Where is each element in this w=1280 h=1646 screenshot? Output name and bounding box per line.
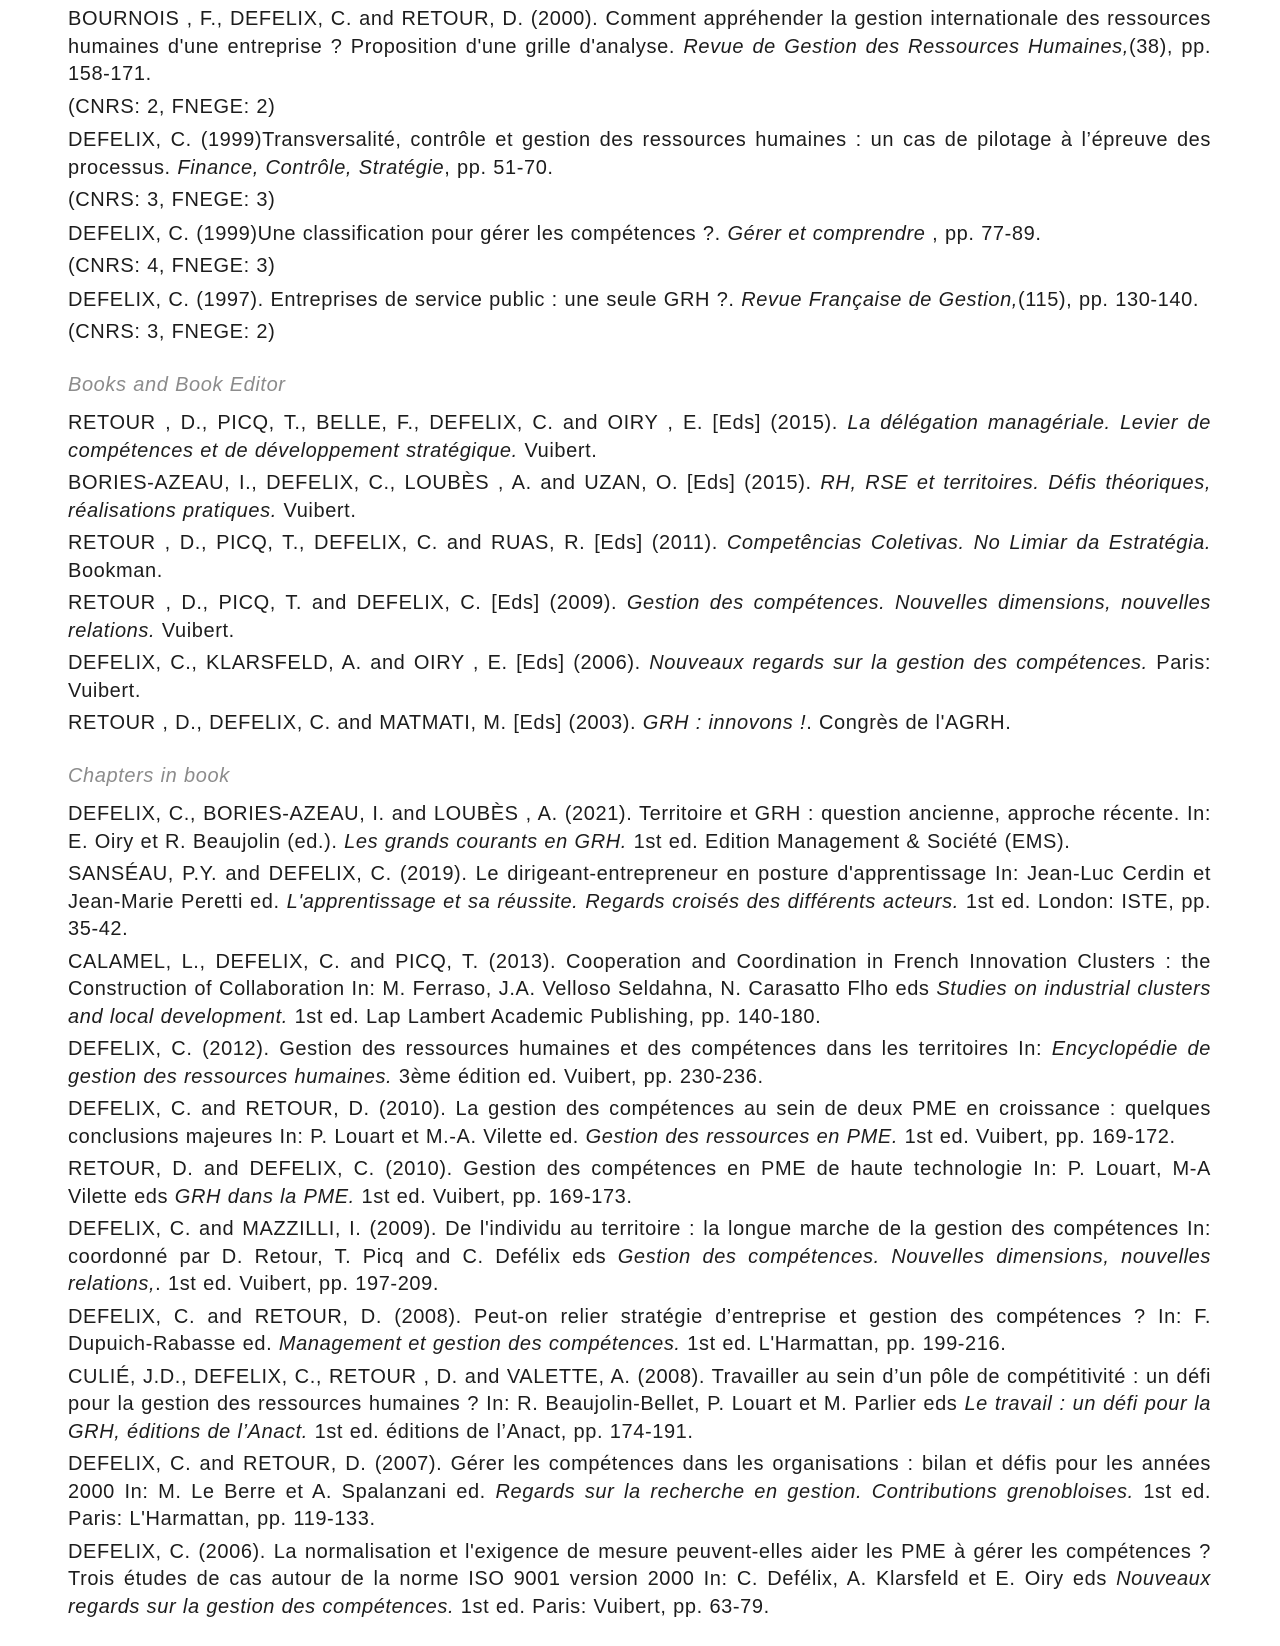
citation-paragraph bbox=[68, 6, 1211, 89]
citation-paragraph bbox=[68, 221, 1211, 249]
regular-text: RETOUR , D., PICQ, T. and DEFELIX, C. [Eds] (2009). bbox=[68, 592, 627, 614]
italic-text: La délégation managériale. Levier de compétences et de développement stratégique. bbox=[68, 412, 1211, 462]
regular-text: Vuibert. bbox=[155, 619, 235, 642]
italic-text: Regards sur la recherche en gestion. Contributions grenobloises. bbox=[495, 1480, 1134, 1503]
citation-paragraph bbox=[68, 1216, 1211, 1299]
regular-text: DEFELIX, C. (2012). Gestion des ressources humaines et des compétences dans les territoires In: bbox=[68, 1038, 1052, 1060]
rating-note bbox=[68, 319, 1211, 347]
regular-text: DEFELIX, C. and RETOUR, D. (2007). Gérer les compétences dans les organisations : bilan et défis pour les années 2000 In: M. Le Berre et A. Spalanzani ed. bbox=[68, 1453, 1211, 1503]
citation-paragraph bbox=[68, 127, 1211, 182]
section-heading bbox=[68, 372, 1211, 400]
italic-text: Management et gestion des compétences. bbox=[278, 1333, 681, 1355]
citation-paragraph bbox=[68, 861, 1211, 944]
citation-paragraph bbox=[68, 1036, 1211, 1091]
citation-paragraph bbox=[68, 801, 1211, 856]
regular-text: Books and Book Editor bbox=[68, 373, 286, 396]
italic-text: Les grands courants en GRH. bbox=[344, 830, 627, 853]
regular-text: (CNRS: 4, FNEGE: 3) bbox=[68, 255, 276, 277]
citation-paragraph bbox=[68, 949, 1211, 1032]
regular-text: 1st ed. L'Harmattan, pp. 199-216. bbox=[680, 1333, 1007, 1355]
regular-text: DEFELIX, C. (1999)Transversalité, contrôle et gestion des ressources humaines : un cas de pilotage à l’épreuve des processus. bbox=[68, 129, 1211, 179]
italic-text: Studies on industrial clusters and local development. bbox=[68, 978, 1211, 1028]
section-heading bbox=[68, 763, 1211, 791]
regular-text: 1st ed. Paris: Vuibert, pp. 63-79. bbox=[454, 1595, 770, 1618]
italic-text: Revue de Gestion des Ressources Humaines, bbox=[683, 35, 1129, 58]
citation-paragraph bbox=[68, 1096, 1211, 1151]
citation-paragraph bbox=[68, 590, 1211, 645]
citation-paragraph bbox=[68, 287, 1211, 315]
regular-text: Bookman. bbox=[68, 559, 163, 582]
regular-text: 1st ed. Vuibert, pp. 169-172. bbox=[897, 1125, 1176, 1148]
regular-text: RETOUR , D., PICQ, T., BELLE, F., DEFELIX, C. and OIRY , E. [Eds] (2015). bbox=[68, 412, 848, 434]
regular-text: (115), pp. 130-140. bbox=[1017, 288, 1200, 311]
italic-text: Nouveaux regards sur la gestion des compétences. bbox=[68, 1568, 1211, 1618]
regular-text: 1st ed. Vuibert, pp. 169-173. bbox=[354, 1185, 633, 1208]
regular-text: DEFELIX, C. (1997). Entreprises de service public : une seule GRH ?. bbox=[68, 288, 742, 311]
citation-paragraph bbox=[68, 1156, 1211, 1211]
regular-text: Paris: Vuibert. bbox=[68, 652, 1211, 702]
regular-text: DEFELIX, C. and RETOUR, D. (2008). Peut-on relier stratégie d’entreprise et gestion des compétences ? In: F. Dupuich-Rabasse ed. bbox=[68, 1305, 1211, 1355]
regular-text: DEFELIX, C. (2006). La normalisation et l'exigence de mesure peuvent-elles aider les PME à gérer les compétences ? Trois études de cas autour de la norme ISO 9001 version 2000 In: C. Defélix, A. Klarsfeld et E. Oiry eds bbox=[68, 1540, 1211, 1590]
italic-text: Nouveaux regards sur la gestion des compétences. bbox=[649, 652, 1148, 674]
regular-text: RETOUR , D., PICQ, T., DEFELIX, C. and RUAS, R. [Eds] (2011). bbox=[68, 532, 727, 554]
regular-text: CULIÉ, J.D., DEFELIX, C., RETOUR , D. and VALETTE, A. (2008). Travailler au sein d’un pôle de compétitivité : un défi pour la gestion des ressources humaines ? In: R. Beaujolin-Bellet, P. Louart et M. Parlier eds bbox=[68, 1365, 1211, 1415]
regular-text: (CNRS: 2, FNEGE: 2) bbox=[68, 95, 276, 118]
regular-text: 1st ed. Lap Lambert Academic Publishing, pp. 140-180. bbox=[287, 1005, 822, 1028]
regular-text: (CNRS: 3, FNEGE: 2) bbox=[68, 321, 276, 343]
citation-paragraph bbox=[68, 1364, 1211, 1447]
regular-text: SANSÉAU, P.Y. and DEFELIX, C. (2019). Le dirigeant-entrepreneur en posture d'apprentissage In: Jean-Luc Cerdin et Jean-Marie Peretti ed. bbox=[68, 863, 1211, 913]
regular-text: (CNRS: 3, FNEGE: 3) bbox=[68, 189, 276, 211]
regular-text: , pp. 77-89. bbox=[925, 222, 1042, 245]
italic-text: Gestion des compétences. Nouvelles dimensions, nouvelles relations, bbox=[68, 1245, 1211, 1295]
regular-text: 3ème édition ed. Vuibert, pp. 230-236. bbox=[392, 1065, 764, 1088]
italic-text: Le travail : un défi pour la GRH, éditions de l’Anact. bbox=[68, 1393, 1211, 1443]
rating-note bbox=[68, 94, 1211, 122]
citation-paragraph bbox=[68, 470, 1211, 525]
regular-text: Vuibert. bbox=[517, 439, 598, 462]
regular-text: RETOUR , D., DEFELIX, C. and MATMATI, M. [Eds] (2003). bbox=[68, 712, 643, 734]
rating-note bbox=[68, 253, 1211, 281]
regular-text: . Congrès de l'AGRH. bbox=[806, 712, 1012, 734]
regular-text: DEFELIX, C., BORIES-AZEAU, I. and LOUBÈS , A. (2021). Territoire et GRH : question ancienne, approche récente. In: E. Oiry et R. Beaujolin (ed.). bbox=[68, 803, 1211, 853]
italic-text: GRH : innovons ! bbox=[642, 712, 807, 734]
citation-paragraph bbox=[68, 1539, 1211, 1622]
regular-text: 1st ed. Edition Management & Société (EMS). bbox=[626, 830, 1071, 853]
italic-text: Finance, Contrôle, Stratégie bbox=[177, 156, 445, 179]
italic-text: Gestion des compétences. Nouvelles dimensions, nouvelles relations. bbox=[68, 592, 1211, 642]
citation-paragraph bbox=[68, 530, 1211, 585]
italic-text: Revue Française de Gestion, bbox=[741, 288, 1018, 311]
citation-paragraph bbox=[68, 410, 1211, 465]
regular-text: 1st ed. éditions de l’Anact, pp. 174-191. bbox=[307, 1420, 694, 1443]
italic-text: Encyclopédie de gestion des ressources humaines. bbox=[68, 1038, 1211, 1088]
regular-text: DEFELIX, C. and MAZZILLI, I. (2009). De l'individu au territoire : la longue marche de la gestion des compétences In: coordonné par D. Retour, T. Picq and C. Defélix eds bbox=[68, 1218, 1211, 1268]
regular-text: (38), pp. 158-171. bbox=[68, 35, 1212, 85]
italic-text: Gérer et comprendre bbox=[727, 222, 926, 245]
regular-text: Vuibert. bbox=[276, 499, 357, 522]
citation-paragraph bbox=[68, 1451, 1211, 1534]
rating-note bbox=[68, 187, 1211, 215]
regular-text: DEFELIX, C., KLARSFELD, A. and OIRY , E. [Eds] (2006). bbox=[68, 652, 650, 674]
citation-paragraph bbox=[68, 710, 1211, 738]
regular-text: Chapters in book bbox=[68, 764, 230, 787]
italic-text: RH, RSE et territoires. Défis théoriques, réalisations pratiques. bbox=[68, 472, 1211, 522]
regular-text: . 1st ed. Vuibert, pp. 197-209. bbox=[155, 1273, 440, 1295]
regular-text: DEFELIX, C. and RETOUR, D. (2010). La gestion des compétences au sein de deux PME en croissance : quelques conclusions majeures In: P. Louart et M.-A. Vilette ed. bbox=[68, 1098, 1211, 1148]
regular-text: BOURNOIS , F., DEFELIX, C. and RETOUR, D. (2000). Comment appréhender la gestion internationale des ressources humaines d'une entreprise ? Proposition d'une grille d'analyse. bbox=[68, 8, 1211, 58]
regular-text: RETOUR, D. and DEFELIX, C. (2010). Gestion des compétences en PME de haute technologie In: P. Louart, M-A Vilette eds bbox=[68, 1158, 1211, 1208]
regular-text: BORIES-AZEAU, I., DEFELIX, C., LOUBÈS , A. and UZAN, O. [Eds] (2015). bbox=[68, 472, 821, 494]
regular-text: 1st ed. London: ISTE, pp. 35-42. bbox=[68, 890, 1211, 940]
italic-text: Gestion des ressources en PME. bbox=[585, 1125, 898, 1148]
italic-text: Competências Coletivas. No Limiar da Estratégia. bbox=[726, 532, 1211, 554]
regular-text: CALAMEL, L., DEFELIX, C. and PICQ, T. (2013). Cooperation and Coordination in French Innovation Clusters : the Construction of Collaboration In: M. Ferraso, J.A. Velloso Seldahna, N. Carasatto Flho eds bbox=[68, 950, 1211, 1000]
regular-text: , pp. 51-70. bbox=[444, 156, 554, 179]
italic-text: GRH dans la PME. bbox=[174, 1185, 355, 1208]
citation-paragraph bbox=[68, 1304, 1211, 1359]
regular-text: 1st ed. Paris: L'Harmattan, pp. 119-133. bbox=[68, 1480, 1211, 1530]
citation-paragraph bbox=[68, 650, 1211, 705]
regular-text: DEFELIX, C. (1999)Une classification pour gérer les compétences ?. bbox=[68, 222, 728, 245]
italic-text: L'apprentissage et sa réussite. Regards croisés des différents acteurs. bbox=[286, 890, 959, 913]
